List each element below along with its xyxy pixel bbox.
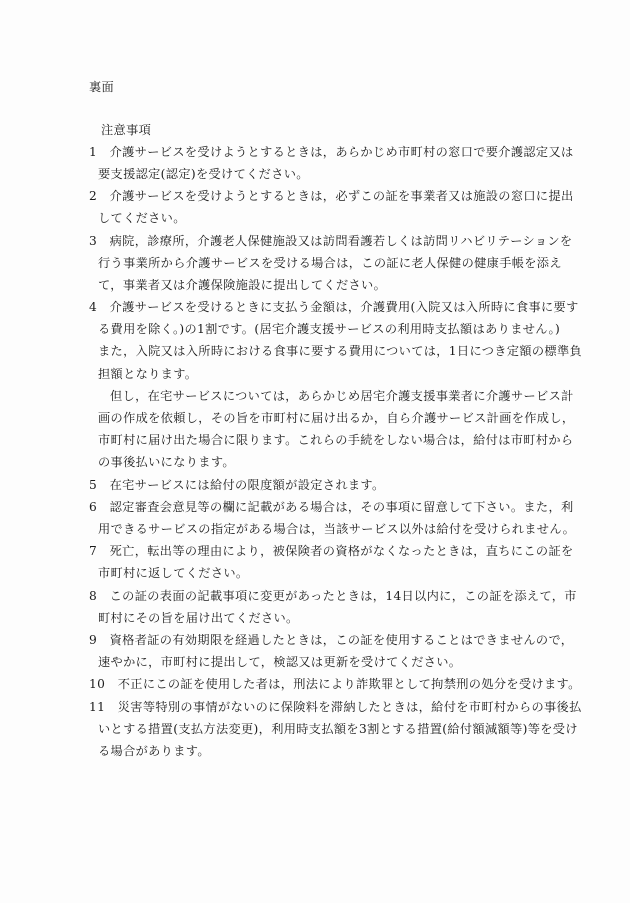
section-heading: 注意事項 (101, 123, 152, 137)
notice-line: 1 介護サービスを受けようとするときは，あらかじめ市町村の窓口で要介護認定又は (89, 145, 574, 159)
notice-line: 3 病院，診療所，介護老人保健施設又は訪問看護若しくは訪問リハビリテーションを (89, 234, 573, 248)
notice-line: また，入院又は入所時における食事に要する費用については，1日につき定額の標準負 (98, 344, 583, 358)
notice-line: 8 この証の表面の記載事項に変更があったときは，14日以内に，この証を添えて，市 (89, 589, 577, 603)
notice-line: 担額となります。 (98, 367, 198, 381)
notice-line: 7 死亡，転出等の理由により，被保険者の資格がなくなったときは，直ちにこの証を (89, 544, 574, 558)
notice-line: 2 介護サービスを受けようとするときは，必ずこの証を事業者又は施設の窓口に提出 (89, 189, 574, 203)
notice-line: 行う事業所から介護サービスを受ける場合は，この証に老人保健の健康手帳を添え (98, 256, 562, 270)
notice-line: 市町村に届け出た場合に限ります。これらの手続をしない場合は，給付は市町村から (98, 433, 574, 447)
page-title: 裏面 (89, 80, 115, 94)
notice-line: いとする措置(支払方法変更)，利用時支払額を3割とする措置(給付額減額等)等を受け (98, 722, 578, 736)
notice-line: る場合があります。 (98, 744, 210, 758)
notice-line: 5 在宅サービスには給付の限度額が設定されます。 (89, 478, 385, 492)
notice-line: 4 介護サービスを受けるときに支払う金額は，介護費用(入院又は入所時に食事に要す (89, 300, 579, 314)
notice-line: 要支援認定(認定)を受けてください。 (98, 167, 309, 181)
notice-line: る費用を除く。)の1割です。(居宅介護支援サービスの利用時支払額はありません。) (98, 322, 561, 336)
notice-line: してください。 (98, 211, 186, 225)
notice-line: の事後払いになります。 (98, 455, 235, 469)
notice-line: 10 不正にこの証を使用した者は，刑法により詐欺罪として拘禁刑の処分を受けます。 (89, 677, 581, 691)
notice-line: 11 災害等特別の事情がないのに保険料を滞納したときは，給付を市町村からの事後払 (89, 700, 582, 714)
notice-line: 6 認定審査会意見等の欄に記載がある場合は，その事項に留意して下さい。また，利 (89, 500, 574, 514)
notice-line: 速やかに，市町村に提出して，検認又は更新を受けてください。 (98, 655, 462, 669)
notice-line: 9 資格者証の有効期限を経過したときは，この証を使用することはできませんので， (89, 633, 574, 647)
notice-line: 用できるサービスの指定がある場合は，当該サービス以外は給付を受けられません。 (98, 522, 576, 536)
notice-line: 町村にその旨を届け出てください。 (98, 611, 299, 625)
notice-line: 市町村に返してください。 (98, 566, 249, 580)
notice-line: て，事業者又は介護保険施設に提出してください。 (98, 278, 387, 292)
notice-line: 但し，在宅サービスについては，あらかじめ居宅介護支援事業者に介護サービス計 (110, 389, 574, 403)
notice-line: 画の作成を依頼し，その旨を市町村に届け出るか，自ら介護サービス計画を作成し， (98, 411, 575, 425)
